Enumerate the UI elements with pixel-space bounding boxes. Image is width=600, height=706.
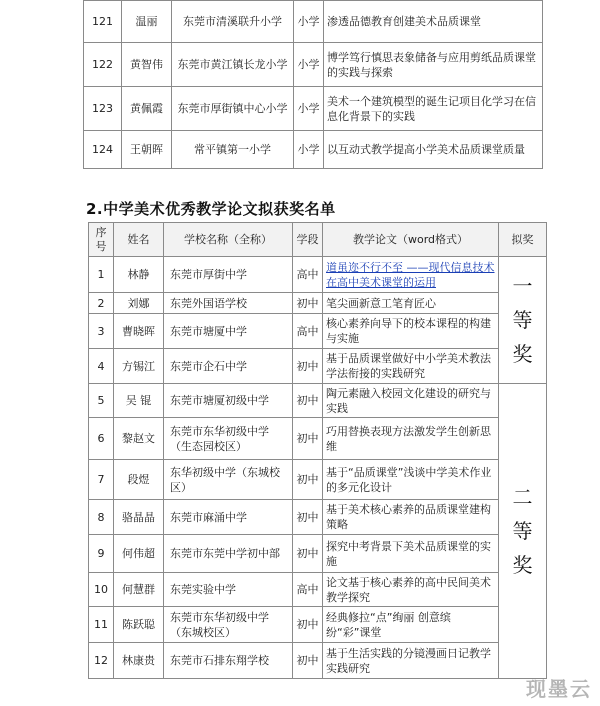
school-level: 初中 — [293, 535, 323, 573]
column-header-award: 拟奖 — [499, 223, 547, 257]
column-header-level: 学段 — [293, 223, 323, 257]
row-number: 6 — [89, 418, 114, 460]
teacher-name: 骆晶晶 — [114, 500, 164, 535]
paper-title: 笔尖画新意工笔育匠心 — [323, 293, 499, 314]
paper-title: 核心素养向导下的校本课程的构建与实施 — [323, 314, 499, 349]
school-name: 东莞市厚街中学 — [164, 257, 293, 293]
school-level: 初中 — [293, 643, 323, 679]
school-level: 初中 — [293, 418, 323, 460]
row-number: 123 — [84, 87, 122, 131]
table-row — [84, 131, 543, 169]
school-name: 东莞市东华初级中学（东城校区） — [164, 607, 293, 643]
school-level: 初中 — [293, 349, 323, 384]
paper-title: 美术一个建筑模型的诞生记项目化学习在信息化背景下的实践 — [324, 87, 543, 131]
table-row — [89, 293, 547, 314]
teacher-name: 何慧群 — [114, 573, 164, 607]
award-label: 二等奖 — [512, 485, 533, 577]
teacher-name: 刘娜 — [114, 293, 164, 314]
school-name: 东华初级中学（东城校区） — [164, 460, 293, 500]
school-level: 初中 — [293, 293, 323, 314]
award-label: 一等奖 — [512, 274, 533, 366]
teacher-name: 方锡江 — [114, 349, 164, 384]
teacher-name: 林康贵 — [114, 643, 164, 679]
school-name: 东莞外国语学校 — [164, 293, 293, 314]
teacher-name: 黎赵文 — [114, 418, 164, 460]
row-number: 4 — [89, 349, 114, 384]
school-name: 东莞市企石中学 — [164, 349, 293, 384]
teacher-name: 段煜 — [114, 460, 164, 500]
paper-title: 渗透品德教育创建美术品质课堂 — [324, 1, 543, 43]
paper-title-link[interactable]: 道虽迩不行不至 ——现代信息技术在高中美术课堂的运用 — [326, 260, 495, 289]
table-row — [89, 314, 547, 349]
school-name: 东莞市塘厦初级中学 — [164, 384, 293, 418]
table-row — [89, 460, 547, 500]
table-row — [89, 418, 547, 460]
paper-title: 基于生活实践的分镜漫画日记教学实践研究 — [323, 643, 499, 679]
award-first-prize — [499, 257, 547, 384]
row-number: 3 — [89, 314, 114, 349]
column-header-name: 姓名 — [114, 223, 164, 257]
row-number: 11 — [89, 607, 114, 643]
paper-title: 论文基于核心素养的高中民间美术教学探究 — [323, 573, 499, 607]
school-level: 初中 — [293, 460, 323, 500]
row-number: 9 — [89, 535, 114, 573]
school-level: 初中 — [293, 607, 323, 643]
award-second-prize — [499, 384, 547, 679]
table-row — [89, 257, 547, 293]
school-name: 东莞市塘厦中学 — [164, 314, 293, 349]
table-row — [84, 43, 543, 87]
school-name: 东莞市东华初级中学（生态园校区） — [164, 418, 293, 460]
school-name: 东莞市厚街镇中心小学 — [172, 87, 294, 131]
paper-title: 基于“品质课堂”浅谈中学美术作业的多元化设计 — [323, 460, 499, 500]
school-level: 高中 — [293, 573, 323, 607]
table-row — [89, 643, 547, 679]
row-number: 124 — [84, 131, 122, 169]
teacher-name: 吴 锟 — [114, 384, 164, 418]
paper-title: 巧用替换表现方法激发学生创新思维 — [323, 418, 499, 460]
table-row — [89, 573, 547, 607]
table-row — [89, 607, 547, 643]
teacher-name: 王朝晖 — [122, 131, 172, 169]
row-number: 10 — [89, 573, 114, 607]
section-heading: 2.中学美术优秀教学论文拟获奖名单 — [86, 200, 336, 218]
secondary-award-table — [88, 222, 547, 679]
column-header-school: 学校名称（全称） — [164, 223, 293, 257]
continued-primary-table — [83, 0, 543, 169]
table-row — [84, 1, 543, 43]
school-level: 初中 — [293, 384, 323, 418]
school-name: 东莞实验中学 — [164, 573, 293, 607]
paper-title: 探究中考背景下美术品质课堂的实施 — [323, 535, 499, 573]
teacher-name: 陈跃聪 — [114, 607, 164, 643]
school-name: 东莞市东莞中学初中部 — [164, 535, 293, 573]
table-header-row — [89, 223, 547, 257]
table-row — [89, 500, 547, 535]
row-number: 5 — [89, 384, 114, 418]
school-level: 高中 — [293, 257, 323, 293]
table-row — [84, 87, 543, 131]
school-level: 初中 — [293, 500, 323, 535]
table-row — [89, 384, 547, 418]
watermark-logo: 现墨云 — [526, 677, 592, 701]
teacher-name: 黄佩霞 — [122, 87, 172, 131]
paper-title: 以互动式教学提高小学美术品质课堂质量 — [324, 131, 543, 169]
table-row — [89, 349, 547, 384]
paper-title: 博学笃行慎思表象储备与应用剪纸品质课堂的实践与探索 — [324, 43, 543, 87]
teacher-name: 曹晓晖 — [114, 314, 164, 349]
column-header-paper: 教学论文（word格式） — [323, 223, 499, 257]
school-level: 小学 — [294, 1, 324, 43]
row-number: 121 — [84, 1, 122, 43]
school-level: 小学 — [294, 43, 324, 87]
table-row — [89, 535, 547, 573]
teacher-name: 林静 — [114, 257, 164, 293]
row-number: 8 — [89, 500, 114, 535]
row-number: 12 — [89, 643, 114, 679]
paper-title: 经典修拉“点”绚丽 创意缤纷“彩”课堂 — [323, 607, 499, 643]
row-number: 122 — [84, 43, 122, 87]
teacher-name: 黄智伟 — [122, 43, 172, 87]
paper-title: 陶元素融入校园文化建设的研究与实践 — [323, 384, 499, 418]
column-header-number: 序号 — [89, 223, 114, 257]
school-name: 东莞市清溪联升小学 — [172, 1, 294, 43]
row-number: 2 — [89, 293, 114, 314]
school-name: 东莞市麻涌中学 — [164, 500, 293, 535]
paper-title: 基于美术核心素养的品质课堂建构策略 — [323, 500, 499, 535]
row-number: 1 — [89, 257, 114, 293]
school-name: 常平镇第一小学 — [172, 131, 294, 169]
school-level: 高中 — [293, 314, 323, 349]
paper-title: 基于品质课堂做好中小学美术教法学法衔接的实践研究 — [323, 349, 499, 384]
school-level: 小学 — [294, 87, 324, 131]
school-name: 东莞市黄江镇长龙小学 — [172, 43, 294, 87]
teacher-name: 何伟超 — [114, 535, 164, 573]
school-level: 小学 — [294, 131, 324, 169]
teacher-name: 温丽 — [122, 1, 172, 43]
paper-title-cell — [323, 257, 499, 293]
row-number: 7 — [89, 460, 114, 500]
school-name: 东莞市石排东翔学校 — [164, 643, 293, 679]
